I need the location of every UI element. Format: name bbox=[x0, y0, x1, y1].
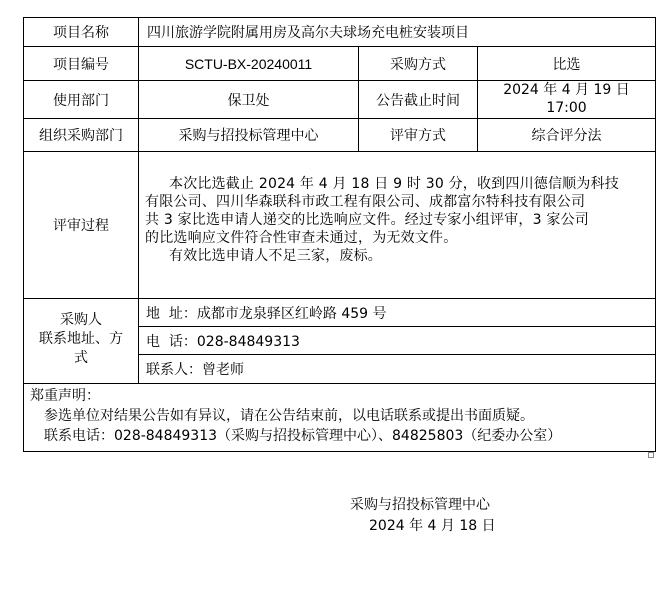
resize-handle-marker bbox=[648, 452, 654, 458]
process-label: 评审过程 bbox=[53, 218, 109, 234]
deadline-value bbox=[478, 81, 655, 118]
dept-value: 保卫处 bbox=[227, 92, 270, 109]
org-value: 采购与招投标管理中心 bbox=[178, 128, 319, 144]
buyer-label-line: 采购人 bbox=[60, 312, 102, 328]
process-text bbox=[145, 175, 653, 265]
buyer-label-line: 式 bbox=[74, 350, 88, 366]
procure-method-label: 采购方式 bbox=[390, 56, 446, 73]
process-line: 有效比选申请人不足三家，废标。 bbox=[169, 248, 382, 264]
notice bbox=[24, 384, 655, 451]
buyer-phone: 电 话：028-84849313 bbox=[146, 333, 300, 350]
deadline-time: 17:00 bbox=[546, 100, 587, 116]
project-name-label: 项目名称 bbox=[53, 25, 109, 41]
buyer-label-line: 联系地址、方 bbox=[39, 331, 123, 347]
notice-title: 郑重声明： bbox=[30, 388, 100, 404]
dept-label: 使用部门 bbox=[53, 92, 109, 109]
org-label: 组织采购部门 bbox=[39, 128, 123, 144]
process-line: 的比选响应文件符合性审查未通过，为无效文件。 bbox=[145, 230, 458, 246]
deadline-label: 公告截止时间 bbox=[376, 92, 460, 109]
notice-line: 联系电话：028-84849313（采购与招投标管理中心）、84825803（纪委办公室） bbox=[44, 428, 562, 444]
buyer-contact-label bbox=[24, 299, 138, 383]
buyer-contact-person: 联系人：曾老师 bbox=[146, 362, 244, 378]
review-method-value: 综合评分法 bbox=[531, 128, 602, 144]
procure-method-value: 比选 bbox=[552, 56, 581, 73]
review-method-label: 评审方式 bbox=[390, 128, 446, 144]
process-line: 共 3 家比选申请人递交的比选响应文件。经过专家小组评审，3 家公司 bbox=[145, 212, 589, 228]
table-border-bottom bbox=[23, 451, 656, 452]
process-line: 有限公司、四川华森联科市政工程有限公司、成都富尔特科技有限公司 bbox=[145, 194, 586, 210]
project-no-value: SCTU-BX-20240011 bbox=[184, 55, 313, 72]
table-border-right bbox=[655, 17, 656, 452]
buyer-address: 地 址：成都市龙泉驿区红岭路 459 号 bbox=[146, 305, 387, 322]
project-no-label: 项目编号 bbox=[53, 56, 109, 73]
process-line: 本次比选截止 2024 年 4 月 18 日 9 时 30 分，收到四川德信顺为科技 bbox=[169, 176, 619, 192]
deadline-date: 2024 年 4 月 19 日 bbox=[503, 82, 630, 98]
footer-org: 采购与招投标管理中心 bbox=[350, 497, 490, 513]
project-name-value: 四川旅游学院附属用房及高尔夫球场充电桩安装项目 bbox=[147, 25, 469, 41]
notice-line: 参选单位对结果公告如有异议，请在公告结束前，以电话联系或提出书面质疑。 bbox=[44, 408, 534, 424]
footer-date: 2024 年 4 月 18 日 bbox=[369, 518, 496, 534]
